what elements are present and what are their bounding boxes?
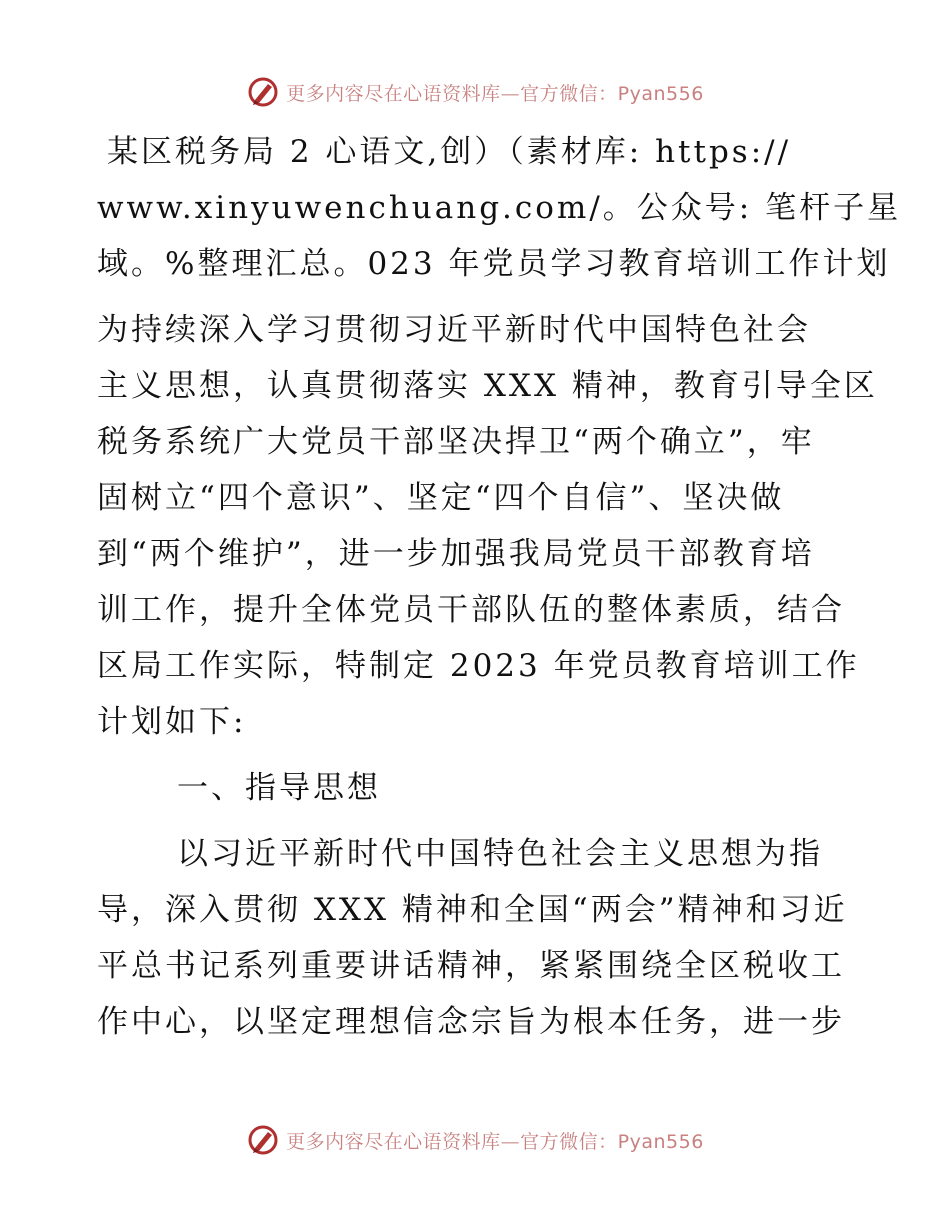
watermark-text — [286, 79, 704, 106]
body-line: 平总书记系列重要讲话精神，紧紧围绕全区税收工 — [97, 948, 845, 984]
intro-line: 固树立“四个意识”、坚定“四个自信”、坚决做 — [97, 480, 785, 516]
watermark-separator: — — [500, 1130, 521, 1153]
watermark-official: 官方微信：Pyan556 — [520, 82, 704, 105]
section-heading: 一、指导思想 — [177, 770, 381, 806]
intro-line: 到“两个维护”，进一步加强我局党员干部教育培 — [97, 536, 815, 572]
watermark-banner-bottom — [0, 1120, 950, 1160]
header-line: 某区税务局 2 心语文,创）（素材库: https:// — [107, 134, 792, 170]
body-line: 导，深入贯彻 XXX 精神和全国“两会”精神和习近 — [97, 892, 848, 928]
watermark-main: 更多内容尽在心语资料库 — [286, 1130, 501, 1153]
pen-logo-icon — [246, 1123, 280, 1157]
body-line: 作中心，以坚定理想信念宗旨为根本任务，进一步 — [97, 1004, 845, 1040]
watermark-banner-top — [0, 72, 950, 112]
header-line: www.xinyuwenchuang.com/。公众号: 笔杆子星 — [97, 190, 902, 226]
header-line: 域。%整理汇总。023 年党员学习教育培训工作计划 — [97, 246, 891, 282]
intro-line: 主义思想，认真贯彻落实 XXX 精神，教育引导全区 — [97, 368, 878, 404]
body-line: 以习近平新时代中国特色社会主义思想为指 — [177, 836, 823, 872]
intro-line: 训工作，提升全体党员干部队伍的整体素质，结合 — [97, 592, 845, 628]
intro-line: 税务系统广大党员干部坚决捍卫“两个确立”，牢 — [97, 424, 815, 460]
intro-line: 计划如下: — [97, 704, 247, 740]
watermark-official: 官方微信：Pyan556 — [520, 1130, 704, 1153]
watermark-separator: — — [500, 82, 521, 105]
intro-line: 区局工作实际，特制定 2023 年党员教育培训工作 — [97, 648, 860, 684]
pen-logo-icon — [246, 75, 280, 109]
watermark-text — [286, 1127, 704, 1154]
intro-line: 为持续深入学习贯彻习近平新时代中国特色社会 — [97, 312, 811, 348]
document-page — [97, 124, 902, 1050]
watermark-main: 更多内容尽在心语资料库 — [286, 82, 501, 105]
